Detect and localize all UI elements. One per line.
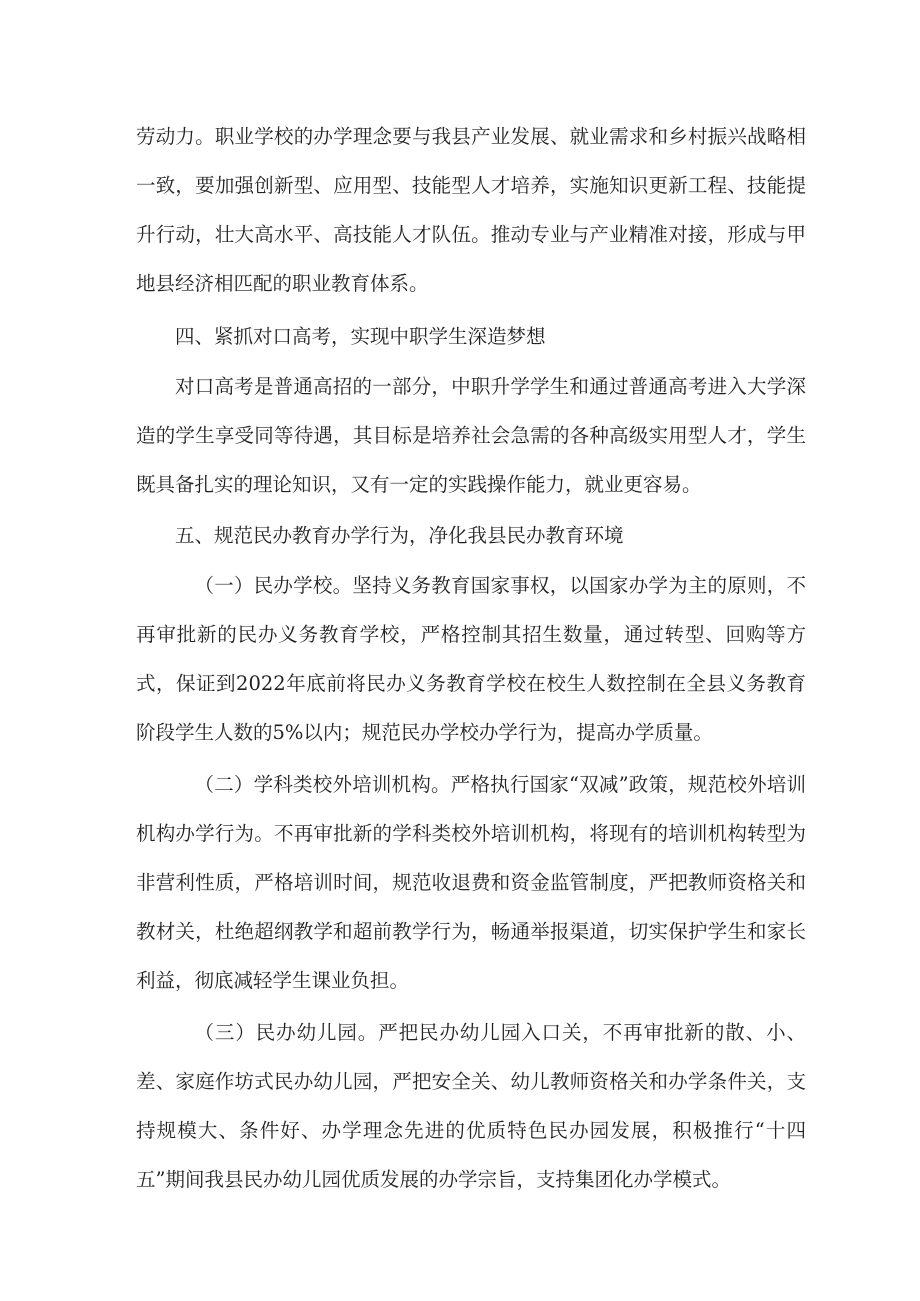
paragraph-continuation: 劳动力。职业学校的办学理念要与我县产业发展、就业需求和乡村振兴战略相一致，要加强创新型、应用型、技能型人才培养，实施知识更新工程、技能提升行动，壮大高水平、高技能人才队伍。推动专业与产业精准对接，形成与甲地县经济相匹配的职业教育体系。 xyxy=(136,125,806,295)
section-heading-five: 五、规范民办教育办学行为，净化我县民办教育环境 xyxy=(175,524,624,547)
paragraph-vocational-exam: 对口高考是普通高招的一部分，中职升学学生和通过普通高考进入大学深造的学生享受同等待遇，其目标是培养社会急需的各种高级实用型人才，学生既具备扎实的理论知识，又有一定的实践操作能力，就业更容易。 xyxy=(136,375,806,496)
section-heading-four: 四、紧抓对口高考，实现中职学生深造梦想 xyxy=(175,325,546,348)
paragraph-private-schools: （一）民办学校。坚持义务教育国家事权，以国家办学为主的原则，不再审批新的民办义务教育学校，严格控制其招生数量，通过转型、回购等方式，保证到2022年底前将民办义务教育学校在校生人数控制在全县义务教育阶段学生人数的5%以内；规范民办学校办学行为，提高办学质量。 xyxy=(136,574,806,744)
paragraph-private-kindergartens: （三）民办幼儿园。严把民办幼儿园入口关，不再审批新的散、小、差、家庭作坊式民办幼儿园，严把安全关、幼儿教师资格关和办学条件关，支持规模大、条件好、办学理念先进的优质特色民办园发展，积极推行“十四五”期间我县民办幼儿园优质发展的办学宗旨，支持集团化办学模式。 xyxy=(136,1021,806,1191)
paragraph-training-institutions: （二）学科类校外培训机构。严格执行国家“双减”政策，规范校外培训机构办学行为。不再审批新的学科类校外培训机构，将现有的培训机构转型为非营利性质，严格培训时间，规范收退费和资金监管制度，严把教师资格关和教材关，杜绝超纲教学和超前教学行为，畅通举报渠道，切实保护学生和家长利益，彻底减轻学生课业负担。 xyxy=(136,773,806,992)
document-body xyxy=(136,112,806,1204)
